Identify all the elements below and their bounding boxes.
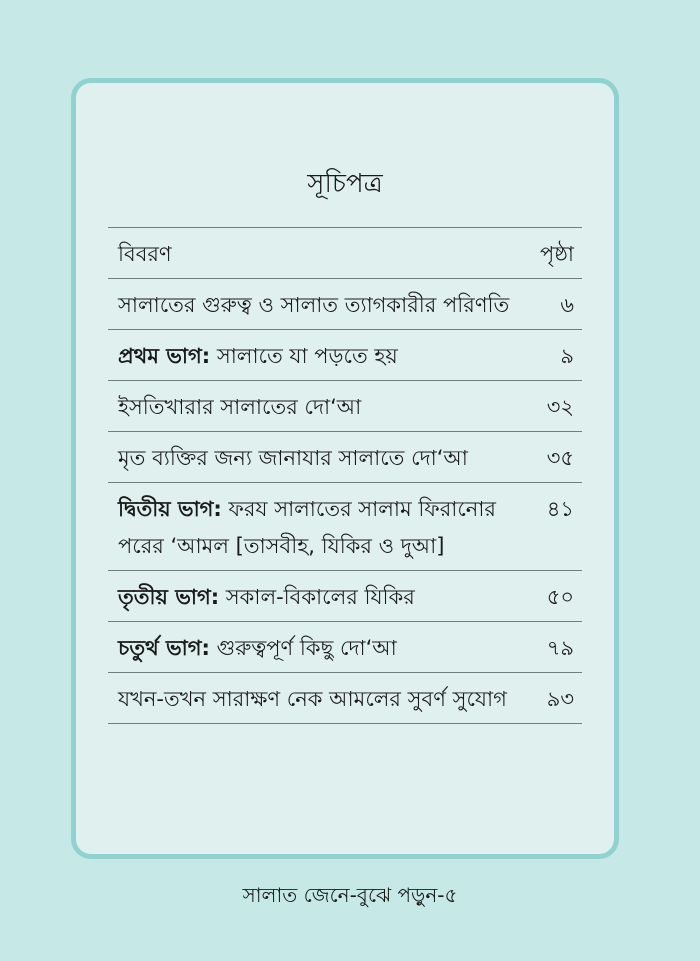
toc-header-description: বিবরণ xyxy=(118,242,172,266)
toc-entry-title xyxy=(118,491,526,565)
toc-entry[interactable] xyxy=(108,432,582,483)
toc-entry-title xyxy=(118,630,526,667)
toc-entry-text: যখন-তখন সারাক্ষণ নেক আমলের সুবর্ণ সুযোগ xyxy=(118,687,507,711)
toc-entry-page: ৯ xyxy=(560,344,574,368)
toc-entry[interactable] xyxy=(108,571,582,622)
toc-entry-text: সালাতের গুরুত্ব ও সালাত ত্যাগকারীর পরিণতি xyxy=(118,293,510,317)
toc-entry-text: মৃত ব্যক্তির জন্য জানাযার সালাতে দো‘আ xyxy=(118,446,468,470)
toc-header-page: পৃষ্ঠা xyxy=(539,242,574,266)
toc-entry-part-label: চতুর্থ ভাগ: xyxy=(118,636,210,660)
page-footer: সালাত জেনে-বুঝে পড়ুন-৫ xyxy=(242,883,458,907)
toc-entry[interactable] xyxy=(108,330,582,381)
toc-entry-text: সালাতে যা পড়তে হয় xyxy=(210,344,398,368)
toc-entry-title xyxy=(118,389,526,426)
toc-entry-page: ৩৫ xyxy=(546,446,574,470)
toc-entry[interactable] xyxy=(108,622,582,673)
toc-entry-page: ৩২ xyxy=(546,395,574,419)
toc-entry-page: ৬ xyxy=(560,293,574,317)
page-title: সূচিপত্র xyxy=(307,169,383,199)
toc-entry[interactable] xyxy=(108,381,582,432)
toc-entry-title xyxy=(118,287,526,324)
toc-entry-part-label: দ্বিতীয় ভাগ: xyxy=(118,497,222,521)
table-of-contents xyxy=(108,227,582,724)
toc-entry-title xyxy=(118,440,526,477)
toc-entry-page: ৭৯ xyxy=(546,636,574,660)
toc-header-row xyxy=(108,228,582,279)
toc-entry-text: ফরয সালাতের সালাম ফিরানোর পরের ‘আমল [তাসবীহ, যিকির ও দুআ] xyxy=(118,497,496,558)
toc-entry-text: সকাল-বিকালের যিকির xyxy=(219,585,415,609)
toc-entry-page: ৫০ xyxy=(546,585,574,609)
toc-entry-text: গুরুত্বপূর্ণ কিছু দো‘আ xyxy=(209,636,397,660)
toc-entry-page: ৪১ xyxy=(546,497,574,521)
toc-entry-title xyxy=(118,681,526,718)
toc-entry-title xyxy=(118,338,526,375)
toc-entry[interactable] xyxy=(108,483,582,571)
toc-entry-part-label: তৃতীয় ভাগ: xyxy=(118,585,220,609)
toc-entry-part-label: প্রথম ভাগ: xyxy=(118,344,211,368)
toc-entry-page: ৯৩ xyxy=(546,687,574,711)
contents-panel xyxy=(71,78,619,859)
toc-entry-title xyxy=(118,579,526,616)
toc-entry[interactable] xyxy=(108,673,582,724)
toc-entry[interactable] xyxy=(108,279,582,330)
toc-entry-text: ইসতিখারার সালাতের দো‘আ xyxy=(118,395,362,419)
